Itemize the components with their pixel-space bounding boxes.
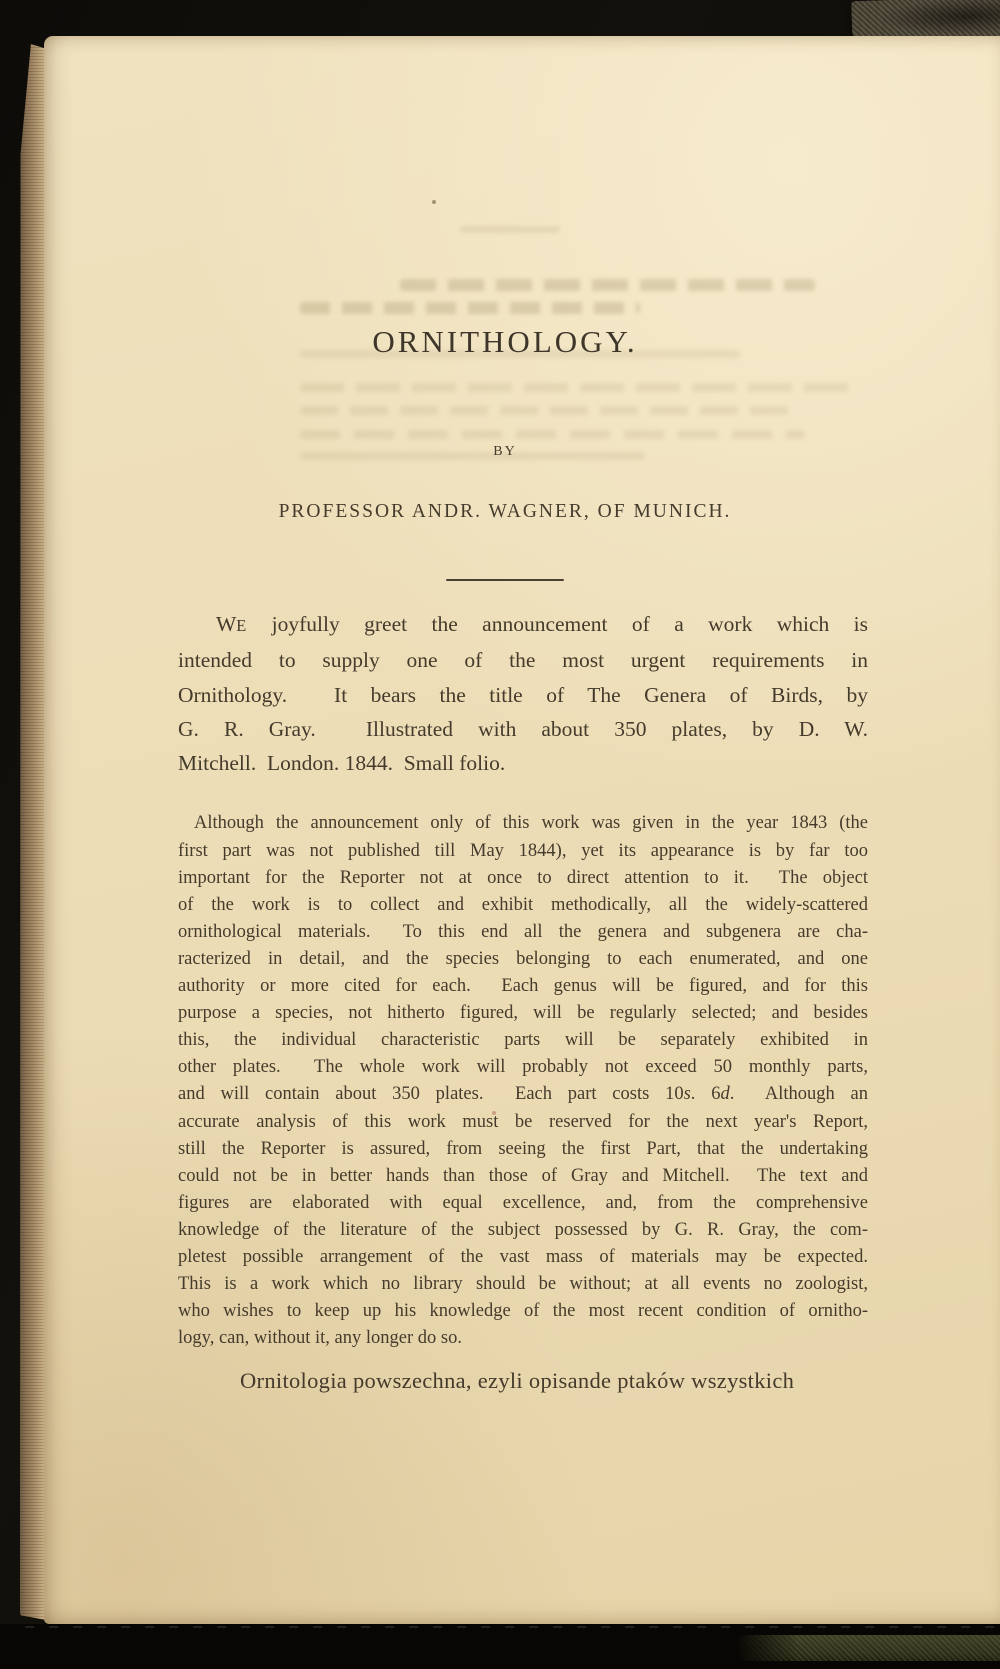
text-line: intended to supply one of the most urgent requirements in bbox=[178, 648, 868, 673]
text-line: authority or more cited for each. Each genus will be figured, and for this bbox=[178, 976, 868, 997]
text-line: still the Reporter is assured, from seeing the first Part, that the undertaking bbox=[178, 1138, 868, 1159]
book-cover-edge-bottom bbox=[0, 1624, 1000, 1669]
page-edges-left bbox=[20, 44, 46, 1620]
divider-rule bbox=[446, 579, 564, 581]
text-line: figures are elaborated with equal excellence, and, from the comprehensive bbox=[178, 1192, 868, 1213]
text-line: ornithological materials. To this end all the genera and subgenera are cha- bbox=[178, 921, 868, 942]
text-line: important for the Reporter not at once to direct attention to it. The object bbox=[178, 867, 868, 888]
text-line: other plates. The whole work will probably not exceed 50 monthly parts, bbox=[178, 1057, 868, 1078]
text-line: purpose a species, not hitherto figured, will be regularly selected; and besides bbox=[178, 1003, 868, 1024]
text-line: racterized in detail, and the species belonging to each enumerated, and one bbox=[178, 948, 868, 969]
text-line: and will contain about 350 plates. Each part costs 10s. 6d. Although an bbox=[178, 1084, 868, 1105]
text-line: This is a work which no library should be without; at all events no zoologist, bbox=[178, 1274, 868, 1295]
text-line: first part was not published till May 1844), yet its appearance is by far too bbox=[178, 840, 868, 861]
text-line: who wishes to keep up his knowledge of the most recent condition of ornitho- bbox=[178, 1301, 868, 1322]
paragraph-announcement bbox=[178, 607, 868, 780]
text-line: of the work is to collect and exhibit methodically, all the widely-scattered bbox=[178, 894, 868, 915]
text-line: could not be in better hands than those of Gray and Mitchell. The text and bbox=[178, 1165, 868, 1186]
paragraph-review bbox=[178, 810, 868, 1352]
printed-content bbox=[178, 36, 868, 1396]
cover-edge-texture bbox=[735, 1635, 1000, 1661]
byline: BY bbox=[493, 444, 517, 459]
text-line: WE joyfully greet the announcement of a work which is bbox=[216, 612, 868, 636]
text-line: Mitchell. London. 1844. Small folio. bbox=[178, 751, 506, 776]
text-line: accurate analysis of this work must be reserved for the next year's Report, bbox=[178, 1111, 868, 1132]
author-line: PROFESSOR ANDR. WAGNER, OF MUNICH. bbox=[278, 501, 732, 522]
text-line: knowledge of the literature of the subject possessed by G. R. Gray, the com- bbox=[178, 1219, 868, 1240]
text-line: G. R. Gray. Illustrated with about 350 plates, by D. W. bbox=[178, 716, 868, 741]
text-line: pletest possible arrangement of the vast mass of materials may be expected. bbox=[178, 1246, 868, 1267]
text-line: Although the announcement only of this work was given in the year 1843 (the bbox=[194, 813, 868, 834]
closing-line: Ornitologia powszechna, ezyli opisande ptaków wszystkich bbox=[240, 1368, 795, 1394]
text-line: Ornithology. It bears the title of The Genera of Birds, by bbox=[178, 682, 868, 707]
text-line: this, the individual characteristic parts will be separately exhibited in bbox=[178, 1030, 868, 1051]
page-title: ORNITHOLOGY. bbox=[372, 324, 638, 359]
text-line: logy, can, without it, any longer do so. bbox=[178, 1328, 462, 1349]
stitching-texture bbox=[25, 1626, 1000, 1628]
book-page bbox=[44, 36, 1000, 1624]
